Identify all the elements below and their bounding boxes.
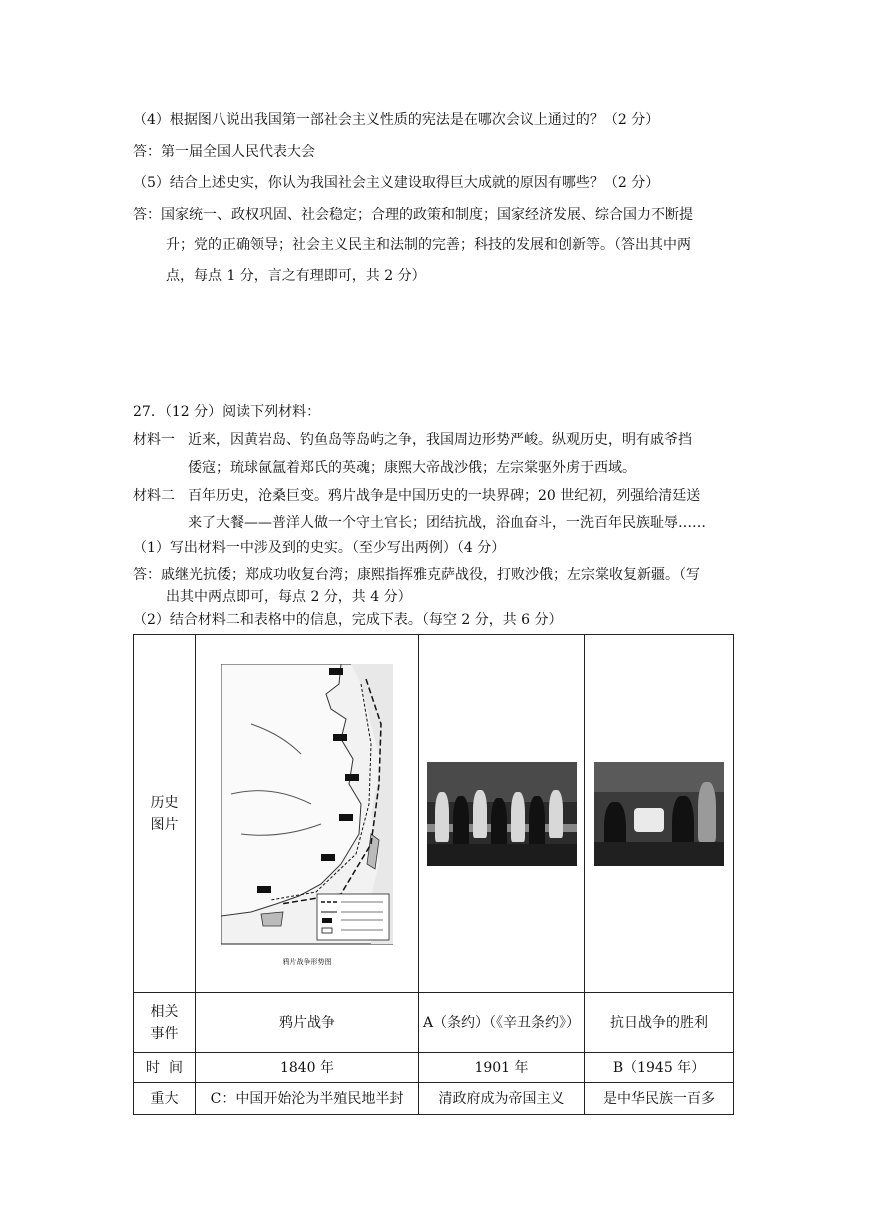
- opium-war-map-cell: [196, 635, 419, 993]
- map-caption: 鸦片战争形势图: [282, 957, 332, 966]
- sig-cell-3: 是中华民族一百多: [585, 1083, 734, 1115]
- material1-line2: 倭寇；琉球氤氲着郑氏的英魂；康熙大帝战沙俄；左宗棠驱外虏于西域。: [188, 460, 636, 476]
- a1-line2: 出其中两点即可，每点 2 分，共 4 分）: [166, 589, 412, 605]
- treaty-signing-photo: [427, 762, 577, 866]
- q2-text: （2）结合材料二和表格中的信息，完成下表。（每空 2 分，共 6 分）: [133, 612, 563, 628]
- opium-war-map: [221, 664, 393, 964]
- event-label-2: 事件: [150, 1025, 179, 1042]
- table-row-pictures: [134, 635, 734, 993]
- a5-line3: 点，每点 1 分，言之有理即可，共 2 分）: [166, 268, 426, 284]
- material2-label: 材料二: [133, 488, 175, 504]
- event-cell-3: 抗日战争的胜利: [585, 993, 734, 1053]
- a5-line1: 答：国家统一、政权巩固、社会稳定；合理的政策和制度；国家经济发展、综合国力不断提: [133, 207, 693, 223]
- time-row-label: 时 间: [134, 1053, 196, 1083]
- pic-label-1: 历史: [150, 794, 179, 811]
- event-cell-2: A（条约）（《辛丑条约》）: [419, 993, 585, 1053]
- q4-text: （4）根据图八说出我国第一部社会主义性质的宪法是在哪次会议上通过的？（2 分）: [133, 112, 660, 128]
- time-cell-1: 1840 年: [196, 1053, 419, 1083]
- history-table: [133, 634, 734, 1115]
- q1-text: （1）写出材料一中涉及到的史实。（至少写出两例）（4 分）: [133, 540, 506, 556]
- event-cell-1: 鸦片战争: [196, 993, 419, 1053]
- table-row-time: [134, 1053, 734, 1083]
- sig-cell-2: 清政府成为帝国主义: [419, 1083, 585, 1115]
- material2-line2: 来了大餐——普洋人做一个守土官长；团结抗战，浴血奋斗，一洗百年民族耻辱……: [188, 515, 706, 531]
- q5-text: （5）结合上述史实，你认为我国社会主义建设取得巨大成就的原因有哪些？（2 分）: [133, 175, 660, 191]
- surrender-ceremony-photo: [594, 762, 724, 866]
- material2-line1: 百年历史，沧桑巨变。鸦片战争是中国历史的一块界碑；20 世纪初，列强给清廷送: [188, 488, 701, 504]
- time-cell-2: 1901 年: [419, 1053, 585, 1083]
- a5-line2: 升；党的正确领导；社会主义民主和法制的完善；科技的发展和创新等。（答出其中两: [166, 237, 691, 253]
- time-cell-3: B（1945 年）: [585, 1053, 734, 1083]
- material1-label: 材料一: [133, 432, 175, 448]
- event-row-label: [134, 993, 196, 1053]
- material1-line1: 近来，因黄岩岛、钓鱼岛等岛屿之争，我国周边形势严峻。纵观历史，明有戚爷挡: [188, 432, 692, 448]
- a1-line1: 答：戚继光抗倭；郑成功收复台湾；康熙指挥雅克萨战役，打败沙俄；左宗棠收复新疆。（写: [133, 567, 700, 583]
- pic-label-2: 图片: [150, 816, 179, 833]
- table-row-significance: [134, 1083, 734, 1115]
- event-label-1: 相关: [150, 1003, 179, 1020]
- sig-cell-1: C：中国开始沦为半殖民地半封: [196, 1083, 419, 1115]
- surrender-photo-cell: [585, 635, 734, 993]
- treaty-photo-cell: [419, 635, 585, 993]
- q27-heading: 27．（12 分）阅读下列材料：: [133, 404, 321, 420]
- a4-text: 答：第一届全国人民代表大会: [133, 144, 315, 160]
- table-row-events: [134, 993, 734, 1053]
- pic-row-label: [134, 635, 196, 993]
- sig-row-label: 重大: [134, 1083, 196, 1115]
